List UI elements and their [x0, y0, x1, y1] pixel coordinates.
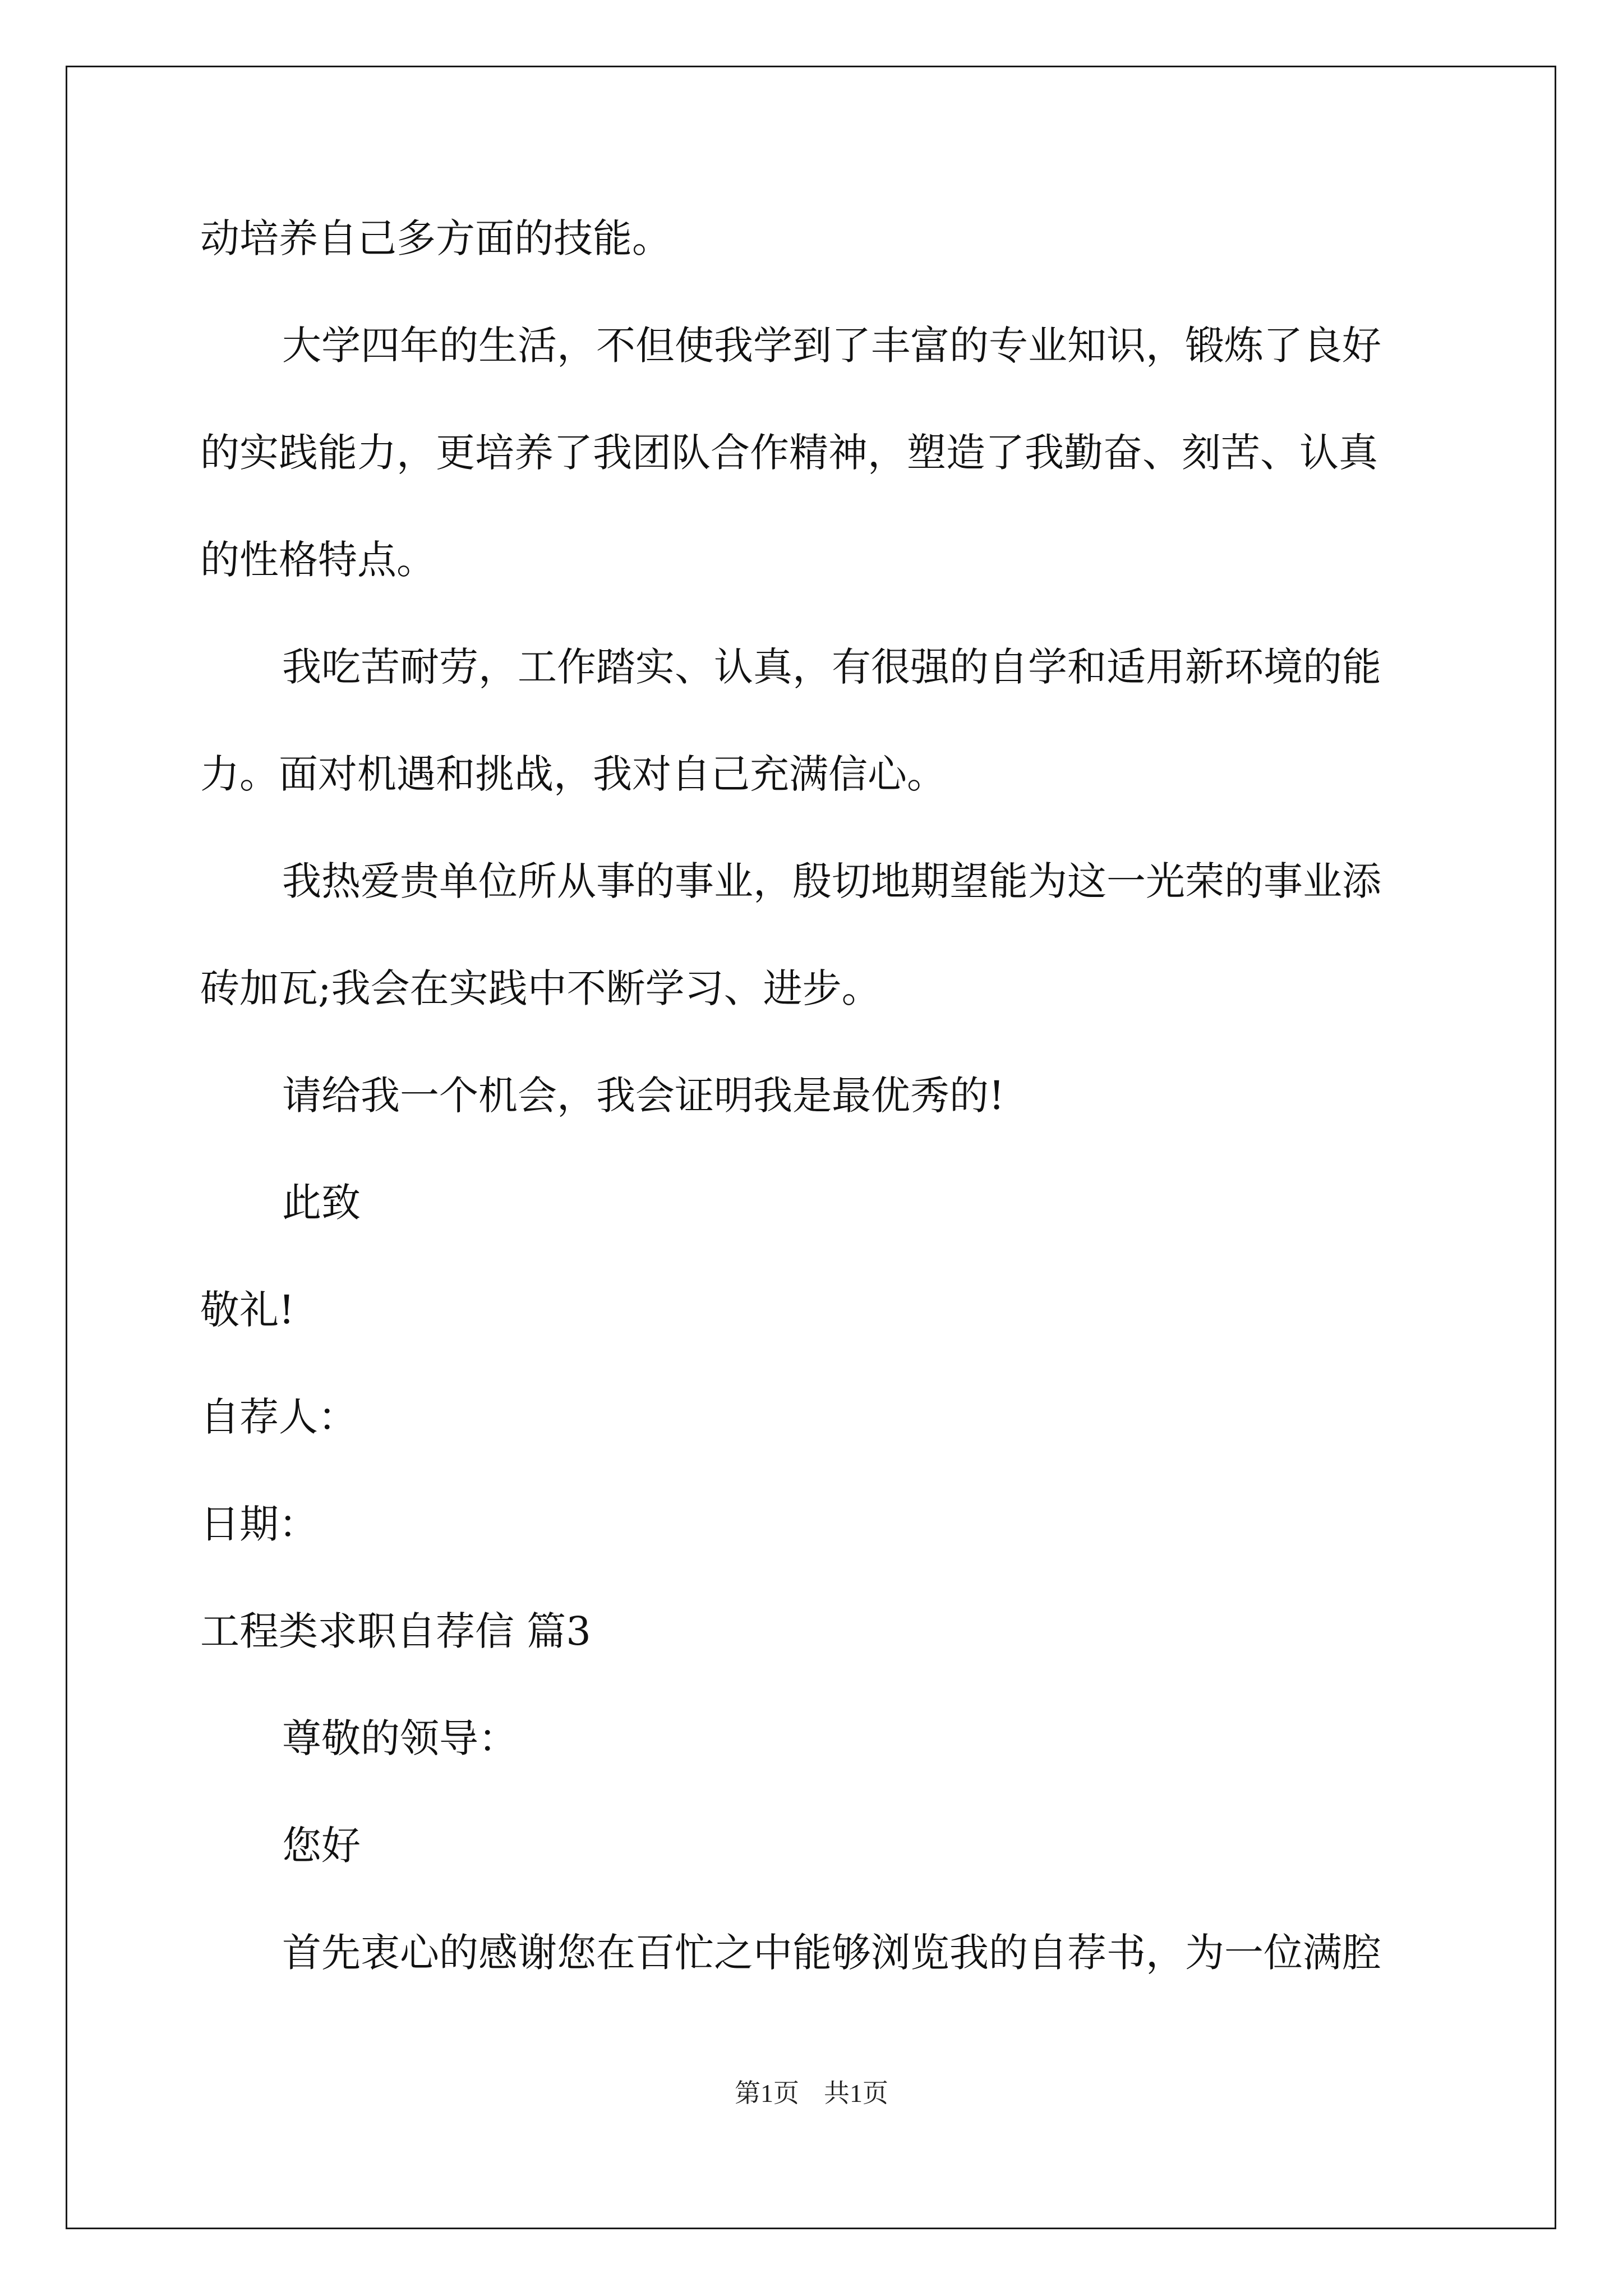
- page-footer: [0, 2077, 1623, 2110]
- greeting: 尊敬的领导：: [282, 1715, 518, 1761]
- document-body: [200, 185, 1468, 2007]
- page-number: 第1页: [735, 2079, 799, 2108]
- text-line: 大学四年的生活，不但使我学到了丰富的专业知识，锻炼了良好: [282, 323, 1381, 369]
- date-label: 日期：: [200, 1501, 318, 1547]
- text-line: 我热爱贵单位所从事的事业，殷切地期望能为这一光荣的事业添: [282, 858, 1381, 904]
- text-line: 请给我一个机会，我会证明我是最优秀的!: [282, 1073, 1005, 1119]
- text-line: 的实践能力，更培养了我团队合作精神，塑造了我勤奋、刻苦、认真: [200, 430, 1378, 476]
- greeting: 您好: [282, 1823, 361, 1869]
- text-line: 我吃苦耐劳，工作踏实、认真，有很强的自学和适用新环境的能: [282, 644, 1381, 690]
- salutation-closing: 敬礼!: [200, 1287, 295, 1333]
- section-heading: 工程类求职自荐信 篇3: [200, 1608, 591, 1654]
- closing-phrase: 此致: [282, 1180, 361, 1226]
- text-line: 的性格特点。: [200, 537, 436, 583]
- text-line: 砖加瓦;我会在实践中不断学习、进步。: [200, 965, 881, 1011]
- text-line: 动培养自己多方面的技能。: [200, 215, 671, 261]
- text-line: 首先衷心的感谢您在百忙之中能够浏览我的自荐书，为一位满腔: [282, 1930, 1381, 1976]
- text-line: 力。面对机遇和挑战，我对自己充满信心。: [200, 751, 946, 797]
- signature-label: 自荐人：: [200, 1394, 357, 1440]
- page-total: 共1页: [824, 2079, 888, 2108]
